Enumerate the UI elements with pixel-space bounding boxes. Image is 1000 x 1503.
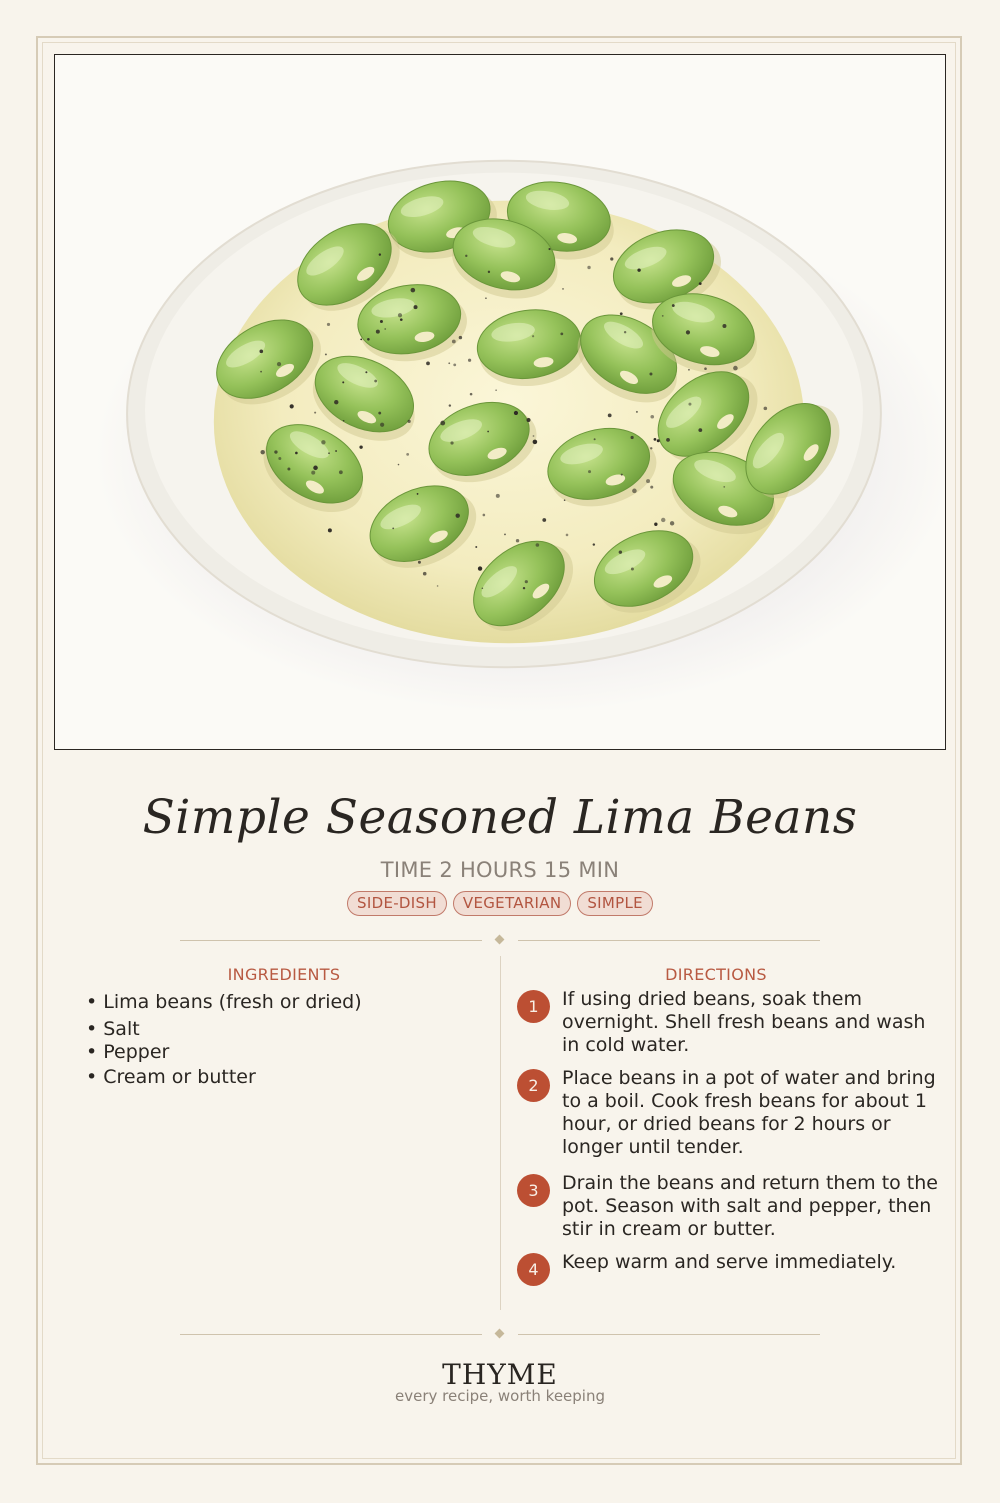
ingredient-item: • Pepper — [86, 1041, 170, 1063]
recipe-photo — [54, 54, 946, 750]
tag-simple[interactable]: SIMPLE — [577, 891, 653, 916]
step-number: 1 — [517, 990, 550, 1023]
tag-side-dish[interactable]: SIDE-DISH — [347, 891, 447, 916]
recipe-title: Simple Seasoned Lima Beans — [142, 790, 858, 845]
step-text: Keep warm and serve immediately. — [562, 1251, 897, 1273]
tag-list — [0, 891, 1000, 916]
cook-time: TIME 2 HOURS 15 MIN — [380, 858, 620, 882]
step-number: 2 — [517, 1069, 550, 1102]
step-number: 4 — [517, 1253, 550, 1286]
divider-diamond-icon — [495, 1329, 505, 1339]
brand-logo: THYME — [442, 1358, 558, 1391]
lima-beans-bowl-illustration — [55, 55, 945, 749]
divider-diamond-icon — [495, 935, 505, 945]
ingredient-item: • Lima beans (fresh or dried) — [86, 991, 362, 1013]
ingredient-item: • Salt — [86, 1018, 140, 1040]
column-separator — [500, 956, 501, 1310]
step-text: Drain the beans and return them to the pot. Season with salt and pepper, then stir in cream or butter. — [562, 1172, 938, 1240]
brand-tagline: every recipe, worth keeping — [394, 1387, 605, 1405]
ingredient-item: • Cream or butter — [86, 1066, 256, 1088]
step-text: Place beans in a pot of water and bring to a boil. Cook fresh beans for about 1 hour, or dried beans for 2 hours or longer until tender. — [562, 1067, 936, 1158]
ingredients-heading: INGREDIENTS — [227, 965, 341, 984]
section-divider-bottom — [180, 1327, 820, 1341]
tag-vegetarian[interactable]: VEGETARIAN — [453, 891, 571, 916]
ingredients-list — [86, 991, 362, 1090]
step-text: If using dried beans, soak them overnight. Shell fresh beans and wash in cold water. — [562, 988, 926, 1056]
step-number: 3 — [517, 1174, 550, 1207]
directions-heading: DIRECTIONS — [665, 965, 767, 984]
section-divider-top — [180, 933, 820, 947]
